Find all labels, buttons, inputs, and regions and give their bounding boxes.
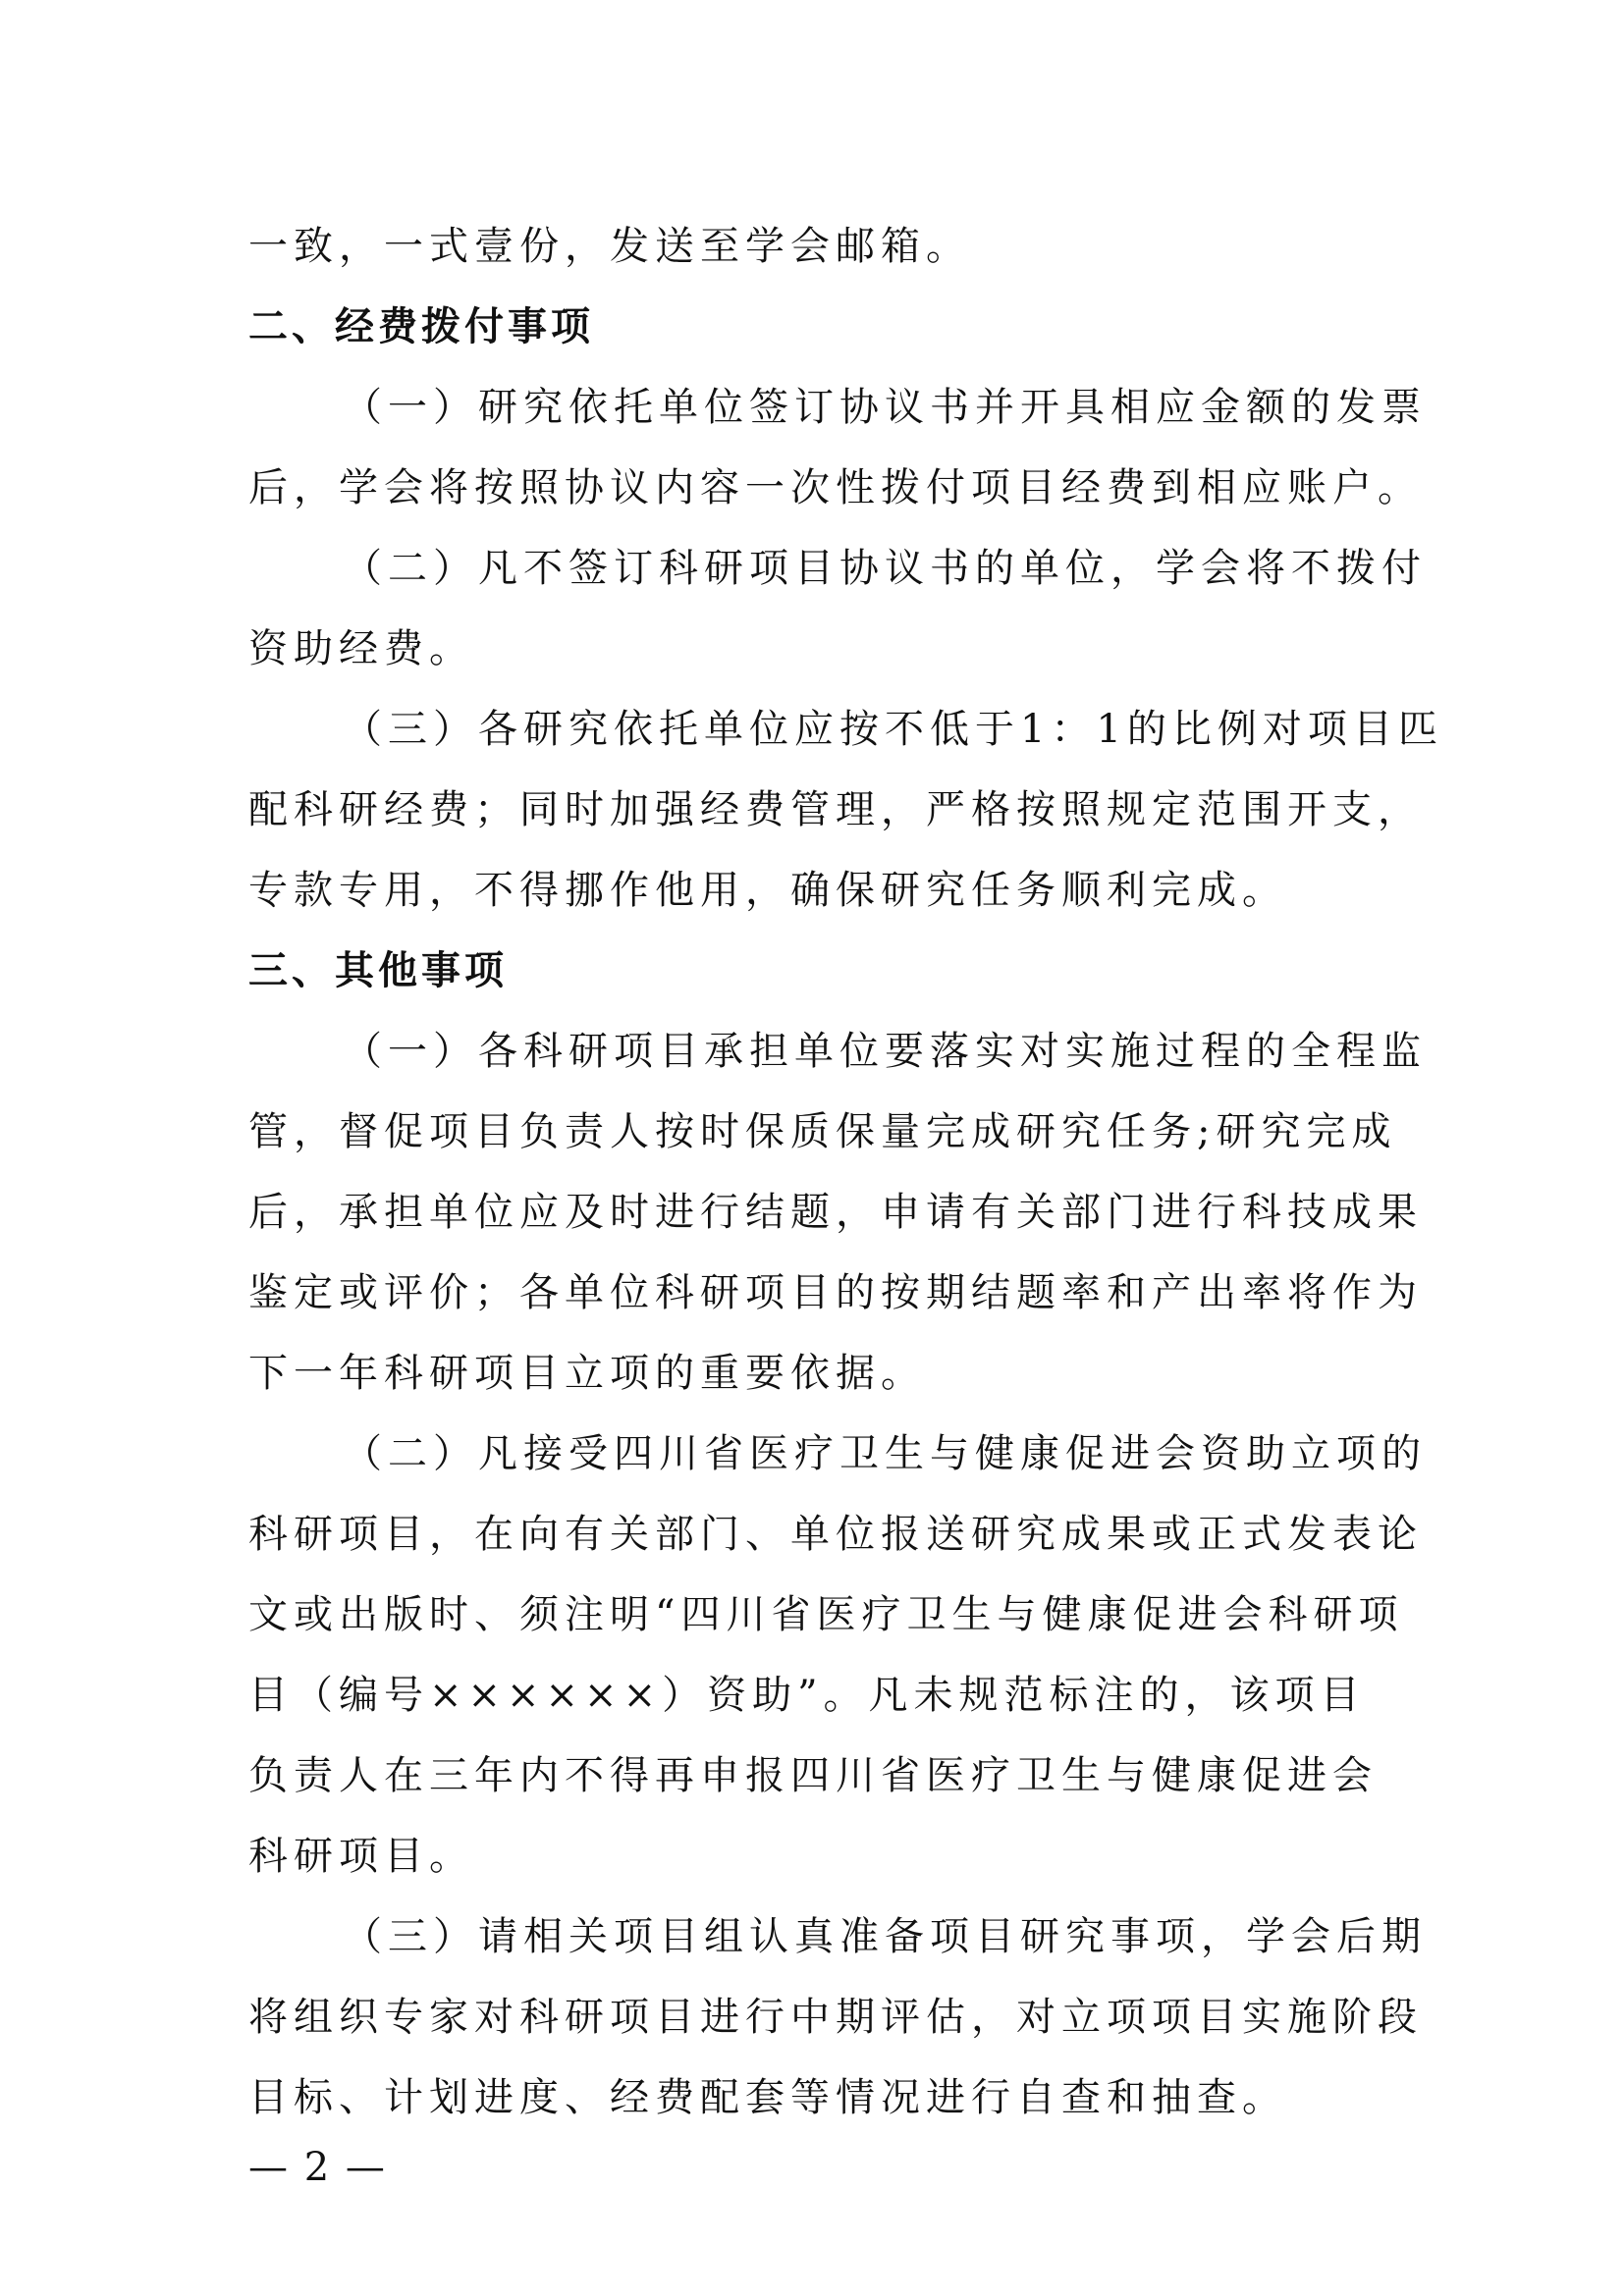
text-line: 科研项目，在向有关部门、单位报送研究成果或正式发表论 bbox=[248, 1512, 1423, 1557]
text-line: 科研项目。 bbox=[248, 1834, 474, 1879]
paragraph-start: （三）各研究依托单位应按不低于1：1的比例对项目匹 bbox=[343, 707, 1443, 752]
text-line: 下一年科研项目立项的重要依据。 bbox=[248, 1351, 926, 1396]
paragraph-start: （二）凡不签订科研项目协议书的单位，学会将不拨付 bbox=[343, 546, 1427, 591]
page-number: — 2 — bbox=[248, 2145, 387, 2190]
section-heading: 三、其他事项 bbox=[248, 948, 508, 993]
text-line: 鉴定或评价；各单位科研项目的按期结题率和产出率将作为 bbox=[248, 1270, 1423, 1315]
document-body bbox=[248, 206, 1443, 2138]
text-line: 负责人在三年内不得再申报四川省医疗卫生与健康促进会 bbox=[248, 1753, 1378, 1798]
text-line: 后，承担单位应及时进行结题，申请有关部门进行科技成果 bbox=[248, 1190, 1423, 1235]
text-line: 资助经费。 bbox=[248, 626, 474, 671]
text-line: 后，学会将按照协议内容一次性拨付项目经费到相应账户。 bbox=[248, 465, 1423, 510]
text-line: 管，督促项目负责人按时保质保量完成研究任务;研究完成 bbox=[248, 1109, 1397, 1154]
text-line: 目（编号××××××）资助”。凡未规范标注的，该项目 bbox=[248, 1673, 1366, 1718]
paragraph-start: （一）研究依托单位签订协议书并开具相应金额的发票 bbox=[343, 385, 1427, 430]
paragraph-start: （一）各科研项目承担单位要落实对实施过程的全程监 bbox=[343, 1029, 1427, 1074]
text-line: 专款专用，不得挪作他用，确保研究任务顺利完成。 bbox=[248, 868, 1287, 913]
paragraph-start: （二）凡接受四川省医疗卫生与健康促进会资助立项的 bbox=[343, 1431, 1427, 1476]
text-line: 文或出版时、须注明“四川省医疗卫生与健康促进会科研项 bbox=[248, 1592, 1404, 1637]
paragraph-start: （三）请相关项目组认真准备项目研究事项，学会后期 bbox=[343, 1914, 1427, 1959]
text-line: 配科研经费；同时加强经费管理，严格按照规定范围开支， bbox=[248, 787, 1423, 832]
text-line: 将组织专家对科研项目进行中期评估，对立项项目实施阶段 bbox=[248, 1995, 1423, 2040]
section-heading: 二、经费拨付事项 bbox=[248, 304, 594, 349]
text-line: 目标、计划进度、经费配套等情况进行自查和抽查。 bbox=[248, 2075, 1287, 2120]
text-line: 一致，一式壹份，发送至学会邮箱。 bbox=[248, 224, 971, 269]
